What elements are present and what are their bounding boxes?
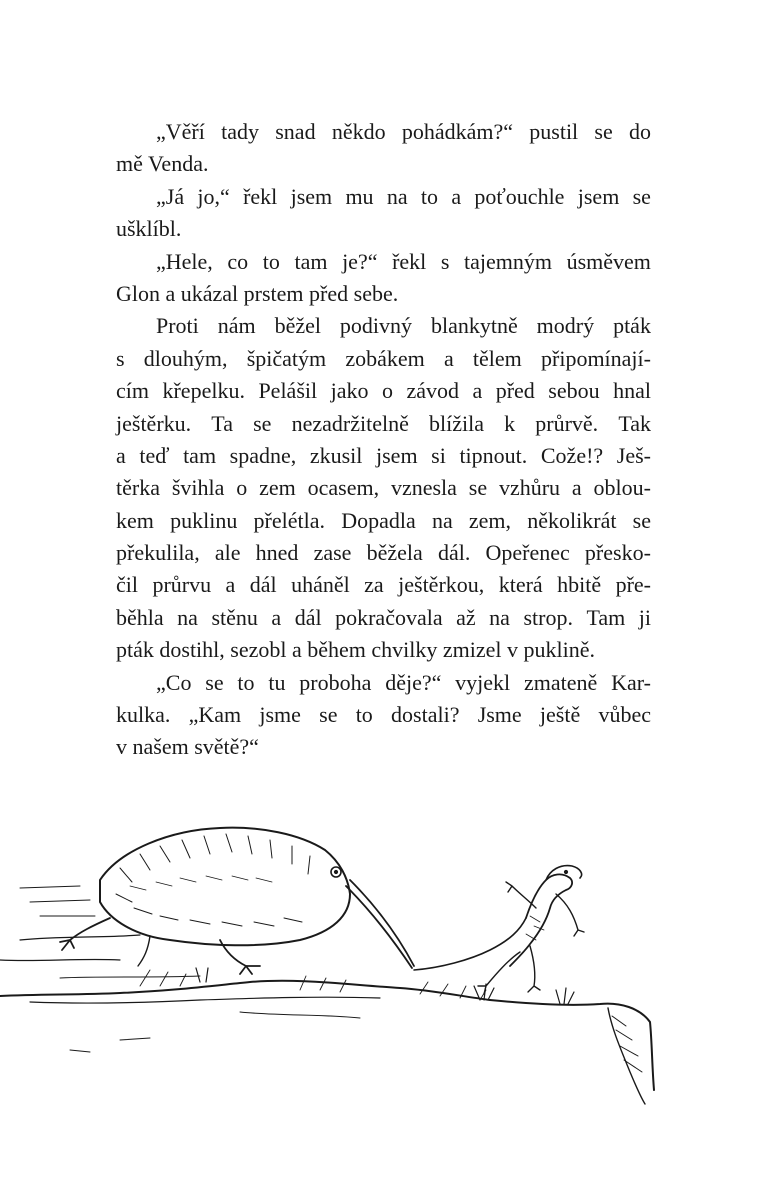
text-line: Glon a ukázal prstem před sebe. [116, 280, 399, 306]
text-line: překulila, ale hned zase běžela dál. Opeřenec přesko- [116, 540, 651, 566]
text-line: s dlouhým, špičatým zobákem a tělem připomínají- [116, 345, 651, 371]
text-line: „Já jo,“ řekl jsem mu na to a poťouchle jsem se [156, 183, 651, 209]
text-line: kulka. „Kam jsme se to dostali? Jsme ještě vůbec [116, 702, 651, 728]
text-line: Proti nám běžel podivný blankytně modrý pták [156, 313, 651, 339]
text-line: pták dostihl, sezobl a během chvilky zmizel v puklině. [116, 637, 595, 663]
text-line: „Co se to tu proboha děje?“ vyjekl zmateně Kar- [156, 669, 651, 695]
text-line: mě Venda. [116, 151, 209, 177]
text-line: cím křepelku. Pelášil jako o závod a před sebou hnal [116, 378, 651, 404]
body-text [116, 116, 651, 764]
text-line: v našem světě?“ [116, 734, 259, 760]
kiwi-and-lizard-illustration [0, 790, 768, 1120]
text-line: „Hele, co to tam je?“ řekl s tajemným úsměvem [156, 248, 651, 274]
text-line: běhla na stěnu a dál pokračovala až na strop. Tam ji [116, 604, 651, 630]
text-line: kem puklinu přelétla. Dopadla na zem, několikrát se [116, 507, 651, 533]
text-line: čil průrvu a dál uháněl za ještěrkou, která hbitě pře- [116, 572, 651, 598]
text-line: ještěrku. Ta se nezadržitelně blížila k průrvě. Tak [116, 410, 651, 436]
text-line: „Věří tady snad někdo pohádkám?“ pustil se do [156, 119, 651, 144]
text-line: ušklíbl. [116, 216, 182, 242]
text-line: a teď tam spadne, zkusil jsem si tipnout. Cože!? Ješ- [116, 442, 651, 468]
text-line: těrka švihla o zem ocasem, vznesla se vzhůru a oblou- [116, 475, 651, 501]
